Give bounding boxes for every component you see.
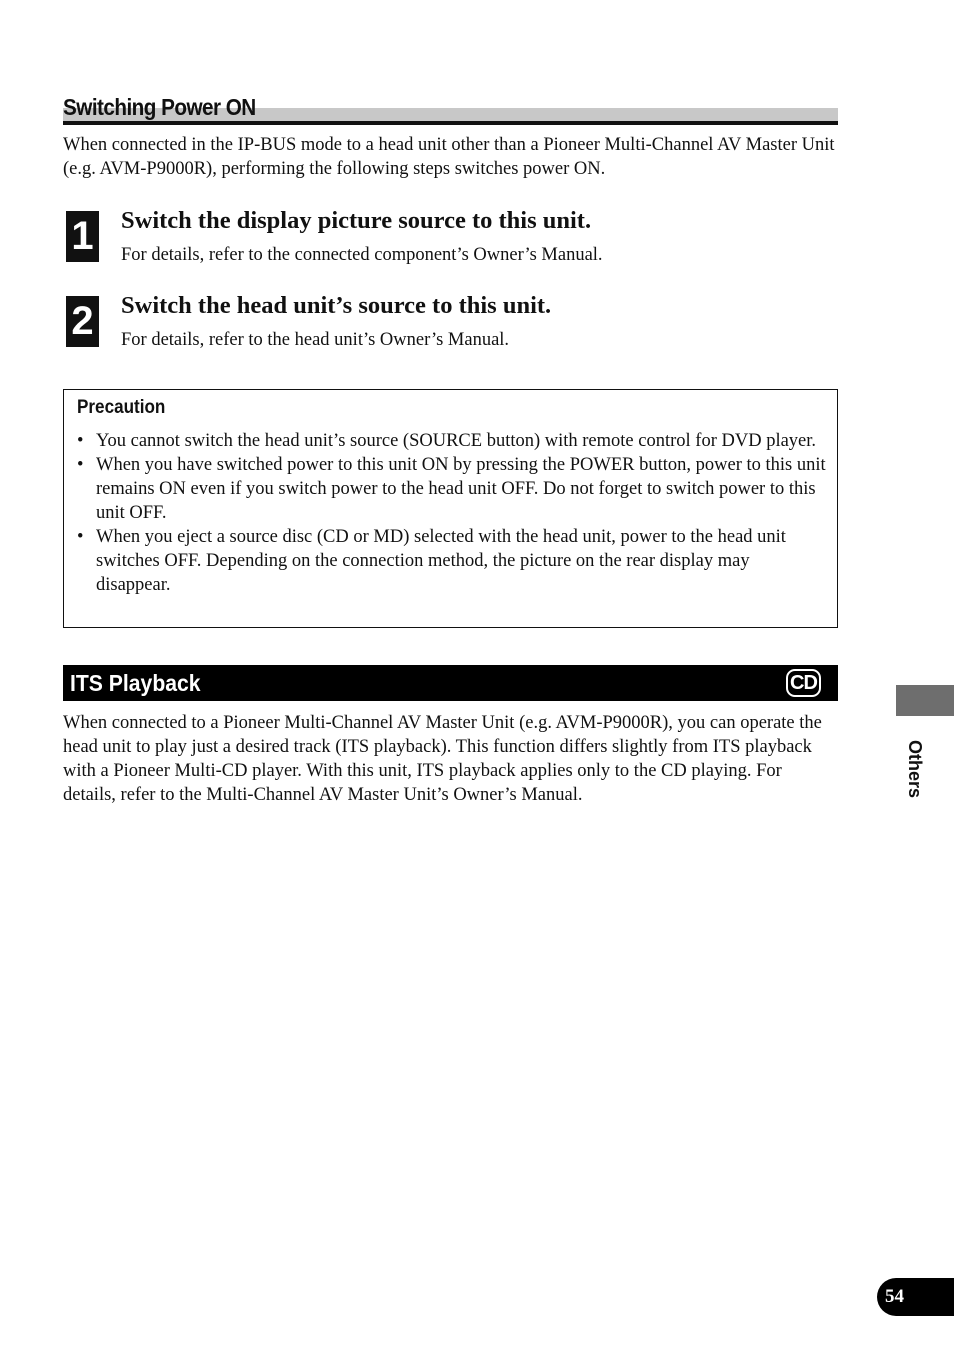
- bullet-icon: •: [77, 431, 84, 451]
- step-title-1: Switch the display picture source to this unit.: [121, 207, 592, 234]
- bullet-icon: •: [77, 527, 84, 547]
- section-heading-switching-power: [63, 93, 838, 128]
- list-item-text: You cannot switch the head unit’s source (SOURCE button) with remote control for DVD player.: [96, 431, 817, 451]
- bullet-icon: •: [77, 455, 84, 475]
- list-item: [76, 453, 826, 525]
- step-desc-1: For details, refer to the connected component’s Owner’s Manual.: [121, 245, 603, 265]
- side-tab-label: [905, 740, 925, 820]
- cd-icon: [786, 669, 821, 697]
- precaution-list: [76, 429, 826, 597]
- list-item: [76, 429, 826, 453]
- cd-icon-label: CD: [790, 672, 817, 694]
- step-number-2: 2: [66, 296, 99, 347]
- precaution-title: Precaution: [77, 397, 166, 418]
- page-number-badge: [877, 1278, 954, 1316]
- side-tab-text: Others: [905, 740, 925, 799]
- section-title: ITS Playback: [70, 670, 201, 696]
- step-desc-2: For details, refer to the head unit’s Owner’s Manual.: [121, 330, 510, 350]
- page-number: 54: [885, 1286, 904, 1307]
- intro-paragraph: When connected in the IP-BUS mode to a head unit other than a Pioneer Multi-Channel AV Master Unit (e.g. AVM-P9000R), performing the following steps switches power ON.: [63, 135, 835, 179]
- step-number-1: 1: [66, 211, 99, 262]
- section-title: Switching Power ON: [63, 94, 256, 120]
- heading-rule: [63, 121, 838, 125]
- its-paragraph: When connected to a Pioneer Multi-Channel AV Master Unit (e.g. AVM-P9000R), you can operate the head unit to play just a desired track (ITS playback). This function differs slightly from ITS playback with a Pioneer Multi-CD player. With this unit, ITS playback applies only to the CD playing. For details, refer to the Multi-Channel AV Master Unit’s Owner’s Manual.: [63, 713, 822, 805]
- section-heading-its-playback: [63, 665, 838, 701]
- list-item-text: When you have switched power to this unit ON by pressing the POWER button, power to this unit remains ON even if you switch power to the head unit OFF. Do not forget to switch power to this unit OFF.: [96, 455, 826, 523]
- step-title-2: Switch the head unit’s source to this unit.: [121, 292, 552, 319]
- side-tab-marker: [896, 685, 954, 716]
- precaution-box: [63, 389, 838, 628]
- list-item-text: When you eject a source disc (CD or MD) selected with the head unit, power to the head unit switches OFF. Depending on the connection method, the picture on the rear display may disappear.: [96, 527, 786, 595]
- list-item: [76, 525, 826, 597]
